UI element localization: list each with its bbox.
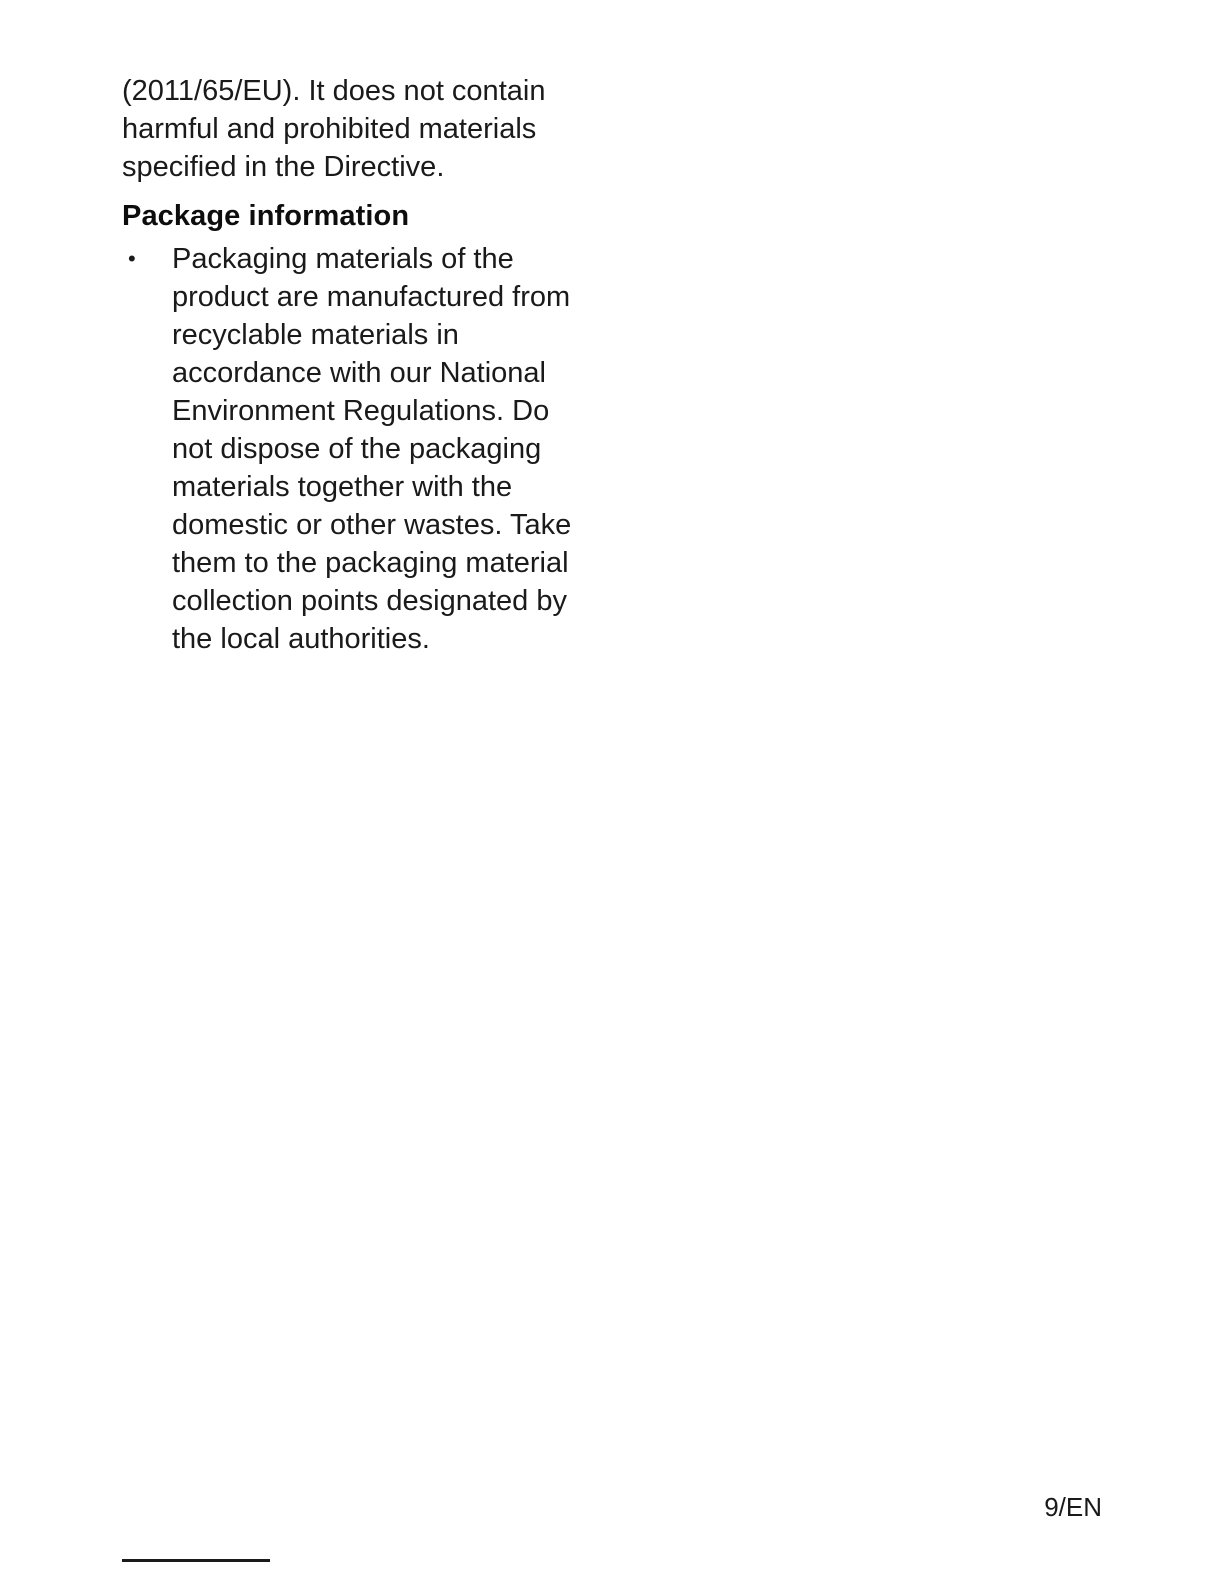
list-item xyxy=(122,240,592,658)
footer-rule xyxy=(122,1559,270,1562)
list-item-text: Packaging materials of the product are manufactured from recyclable materials in accordance with our National Environment Regulations. Do not dispose of the packaging materials together with the domestic or other wastes. Take them to the packaging material collection points designated by the local authorities. xyxy=(172,243,572,655)
section-heading-package-information: Package information xyxy=(122,200,410,232)
page-number-footer: 9/EN xyxy=(1044,1492,1102,1522)
bullet-dot-icon: • xyxy=(128,246,136,271)
package-information-list xyxy=(122,240,592,658)
intro-paragraph: (2011/65/EU). It does not contain harmful and prohibited materials specified in the Directive. xyxy=(122,75,546,183)
page-content xyxy=(122,72,592,658)
